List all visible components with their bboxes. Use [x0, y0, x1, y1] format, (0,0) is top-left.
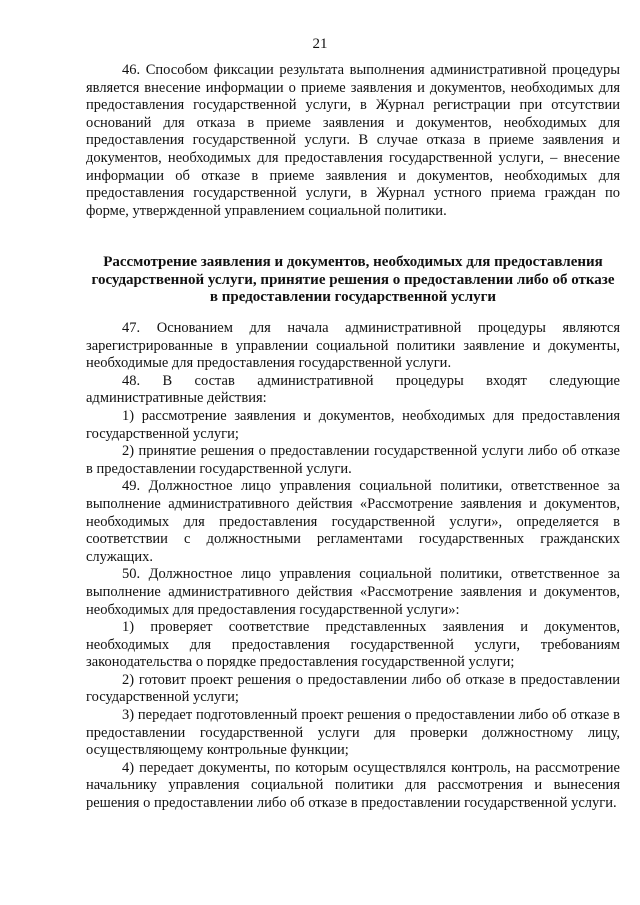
paragraph-48-item-2: 2) принятие решения о предоставлении государственной услуги либо об отказе в предоставлении государственной услуги.	[86, 443, 620, 477]
section-heading: Рассмотрение заявления и документов, необходимых для предоставления государственной услуги, принятие решения о предоставлении либо об отказе в предоставлении государственной услуги	[91, 254, 615, 306]
paragraph-48-item-1: 1) рассмотрение заявления и документов, необходимых для предоставления государственной услуги;	[86, 407, 620, 442]
paragraph-50-item-3: 3) передает подготовленный проект решения о предоставлении либо об отказе в предоставлении государственной услуги для проверки должностному лицу, осуществляющему контрольные функции;	[86, 707, 620, 759]
paragraph-50-item-2: 2) готовит проект решения о предоставлении либо об отказе в предоставлении государственной услуги;	[86, 671, 620, 706]
paragraph-50: 50. Должностное лицо управления социальной политики, ответственное за выполнение административного действия «Рассмотрение заявления и документов, необходимых для предоставления государственной услуги»:	[86, 566, 620, 618]
paragraph-47: 47. Основанием для начала административной процедуры являются зарегистрированные в управлении социальной политики заявление и документы, необходимые для предоставления государственной услуги.	[86, 320, 620, 372]
paragraph-50-item-4: 4) передает документы, по которым осуществлялся контроль, на рассмотрение начальнику управления социальной политики для рассмотрения и вынесения решения о предоставлении либо об отказе в предоставлении государственной услуги.	[86, 759, 620, 812]
paragraph-50-item-1: 1) проверяет соответствие представленных заявления и документов, необходимых для предоставления государственной услуги, требованиям законодательства о порядке предоставления государственной услуги;	[86, 619, 620, 671]
paragraph-46: 46. Способом фиксации результата выполнения административной процедуры является внесение информации о приеме заявления и документов, необходимых для предоставления государственной услуги, в Журнал регистрации при отсутствии оснований для отказа в приеме заявления и документов, необходимых для предоставления государственной услуги. В случае отказа в приеме заявления и документов, необходимых для предоставления государственной услуги, – внесение информации об отказе в приеме заявления и документов, необходимых для предоставления государственной услуги, в Журнал устного приема граждан по форме, утвержденной управлением социальной политики.	[86, 62, 620, 219]
paragraph-49: 49. Должностное лицо управления социальной политики, ответственное за выполнение административного действия «Рассмотрение заявления и документов, необходимых для предоставления государственной услуги», определяется в соответствии с должностными регламентами государственных гражданских служащих.	[86, 478, 620, 565]
paragraph-48: 48. В состав административной процедуры входят следующие административные действия:	[86, 372, 620, 407]
paragraph-block-top	[86, 62, 620, 220]
page-number: 21	[312, 36, 328, 52]
paragraph-block-main	[86, 320, 620, 813]
